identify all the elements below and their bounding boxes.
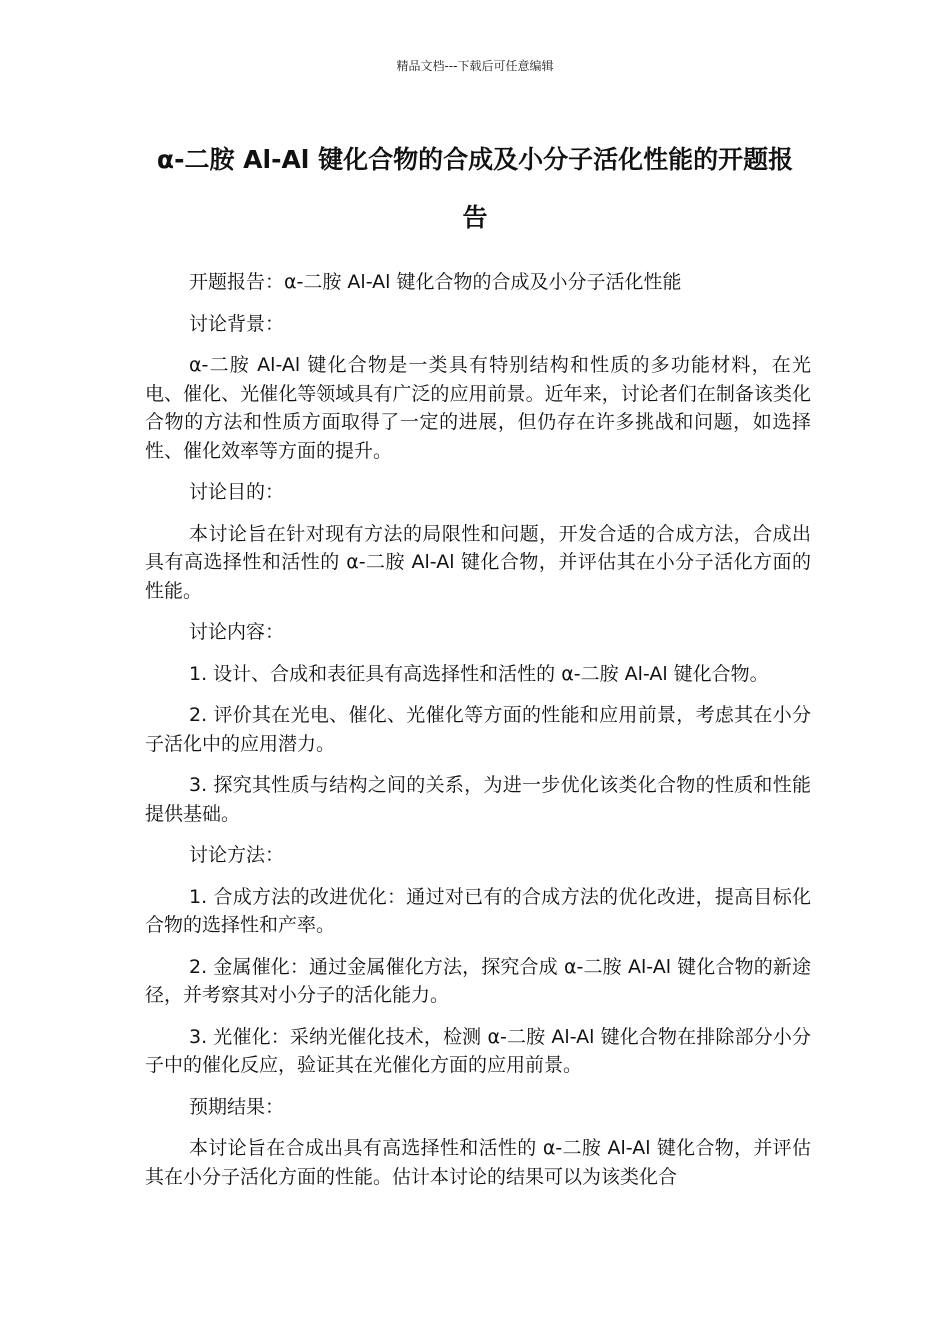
section-heading-content: 讨论内容： bbox=[189, 621, 285, 643]
section-heading-methods: 讨论方法： bbox=[189, 844, 285, 866]
page-header: 精品文档---下载后可任意编辑 bbox=[396, 59, 554, 73]
method-item-1: 1. 合成方法的改进优化：通过对已有的合成方法的优化改进，提高目标化合物的选择性和产率。 bbox=[145, 885, 811, 936]
content-item-3: 3. 探究其性质与结构之间的关系，为进一步优化该类化合物的性质和性能提供基础。 bbox=[145, 774, 811, 825]
background-paragraph: α-二胺 Al-Al 键化合物是一类具有特别结构和性质的多功能材料，在光电、催化、光催化等领域具有广泛的应用前景。近年来，讨论者们在制备该类化合物的方法和性质方面取得了一定的进展，但仍存在许多挑战和问题，如选择性、催化效率等方面的提升。 bbox=[145, 354, 811, 462]
intro-paragraph: 开题报告：α-二胺 Al-Al 键化合物的合成及小分子活化性能 bbox=[189, 271, 682, 293]
results-paragraph: 本讨论旨在合成出具有高选择性和活性的 α-二胺 Al-Al 键化合物，并评估其在小分子活化方面的性能。估计本讨论的结果可以为该类化合 bbox=[145, 1137, 811, 1188]
section-heading-results: 预期结果： bbox=[189, 1095, 285, 1118]
content-item-2: 2. 评价其在光电、催化、光催化等方面的性能和应用前景，考虑其在小分子活化中的应用潜力。 bbox=[145, 704, 811, 755]
purpose-paragraph: 本讨论旨在针对现有方法的局限性和问题，开发合适的合成方法，合成出具有高选择性和活性的 α-二胺 Al-Al 键化合物，并评估其在小分子活化方面的性能。 bbox=[145, 522, 811, 602]
document-body bbox=[145, 268, 811, 1204]
section-heading-purpose: 讨论目的： bbox=[189, 481, 285, 503]
content-item-1: 1. 设计、合成和表征具有高选择性和活性的 α-二胺 Al-Al 键化合物。 bbox=[189, 662, 769, 685]
document-title: α-二胺 Al-Al 键化合物的合成及小分子活化性能的开题报告 bbox=[156, 145, 794, 232]
method-item-3: 3. 光催化：采纳光催化技术，检测 α-二胺 Al-Al 键化合物在排除部分小分子中的催化反应，验证其在光催化方面的应用前景。 bbox=[145, 1025, 811, 1076]
section-heading-background: 讨论背景： bbox=[189, 312, 285, 335]
method-item-2: 2. 金属催化：通过金属催化方法，探究合成 α-二胺 Al-Al 键化合物的新途径，并考察其对小分子的活化能力。 bbox=[145, 955, 811, 1006]
